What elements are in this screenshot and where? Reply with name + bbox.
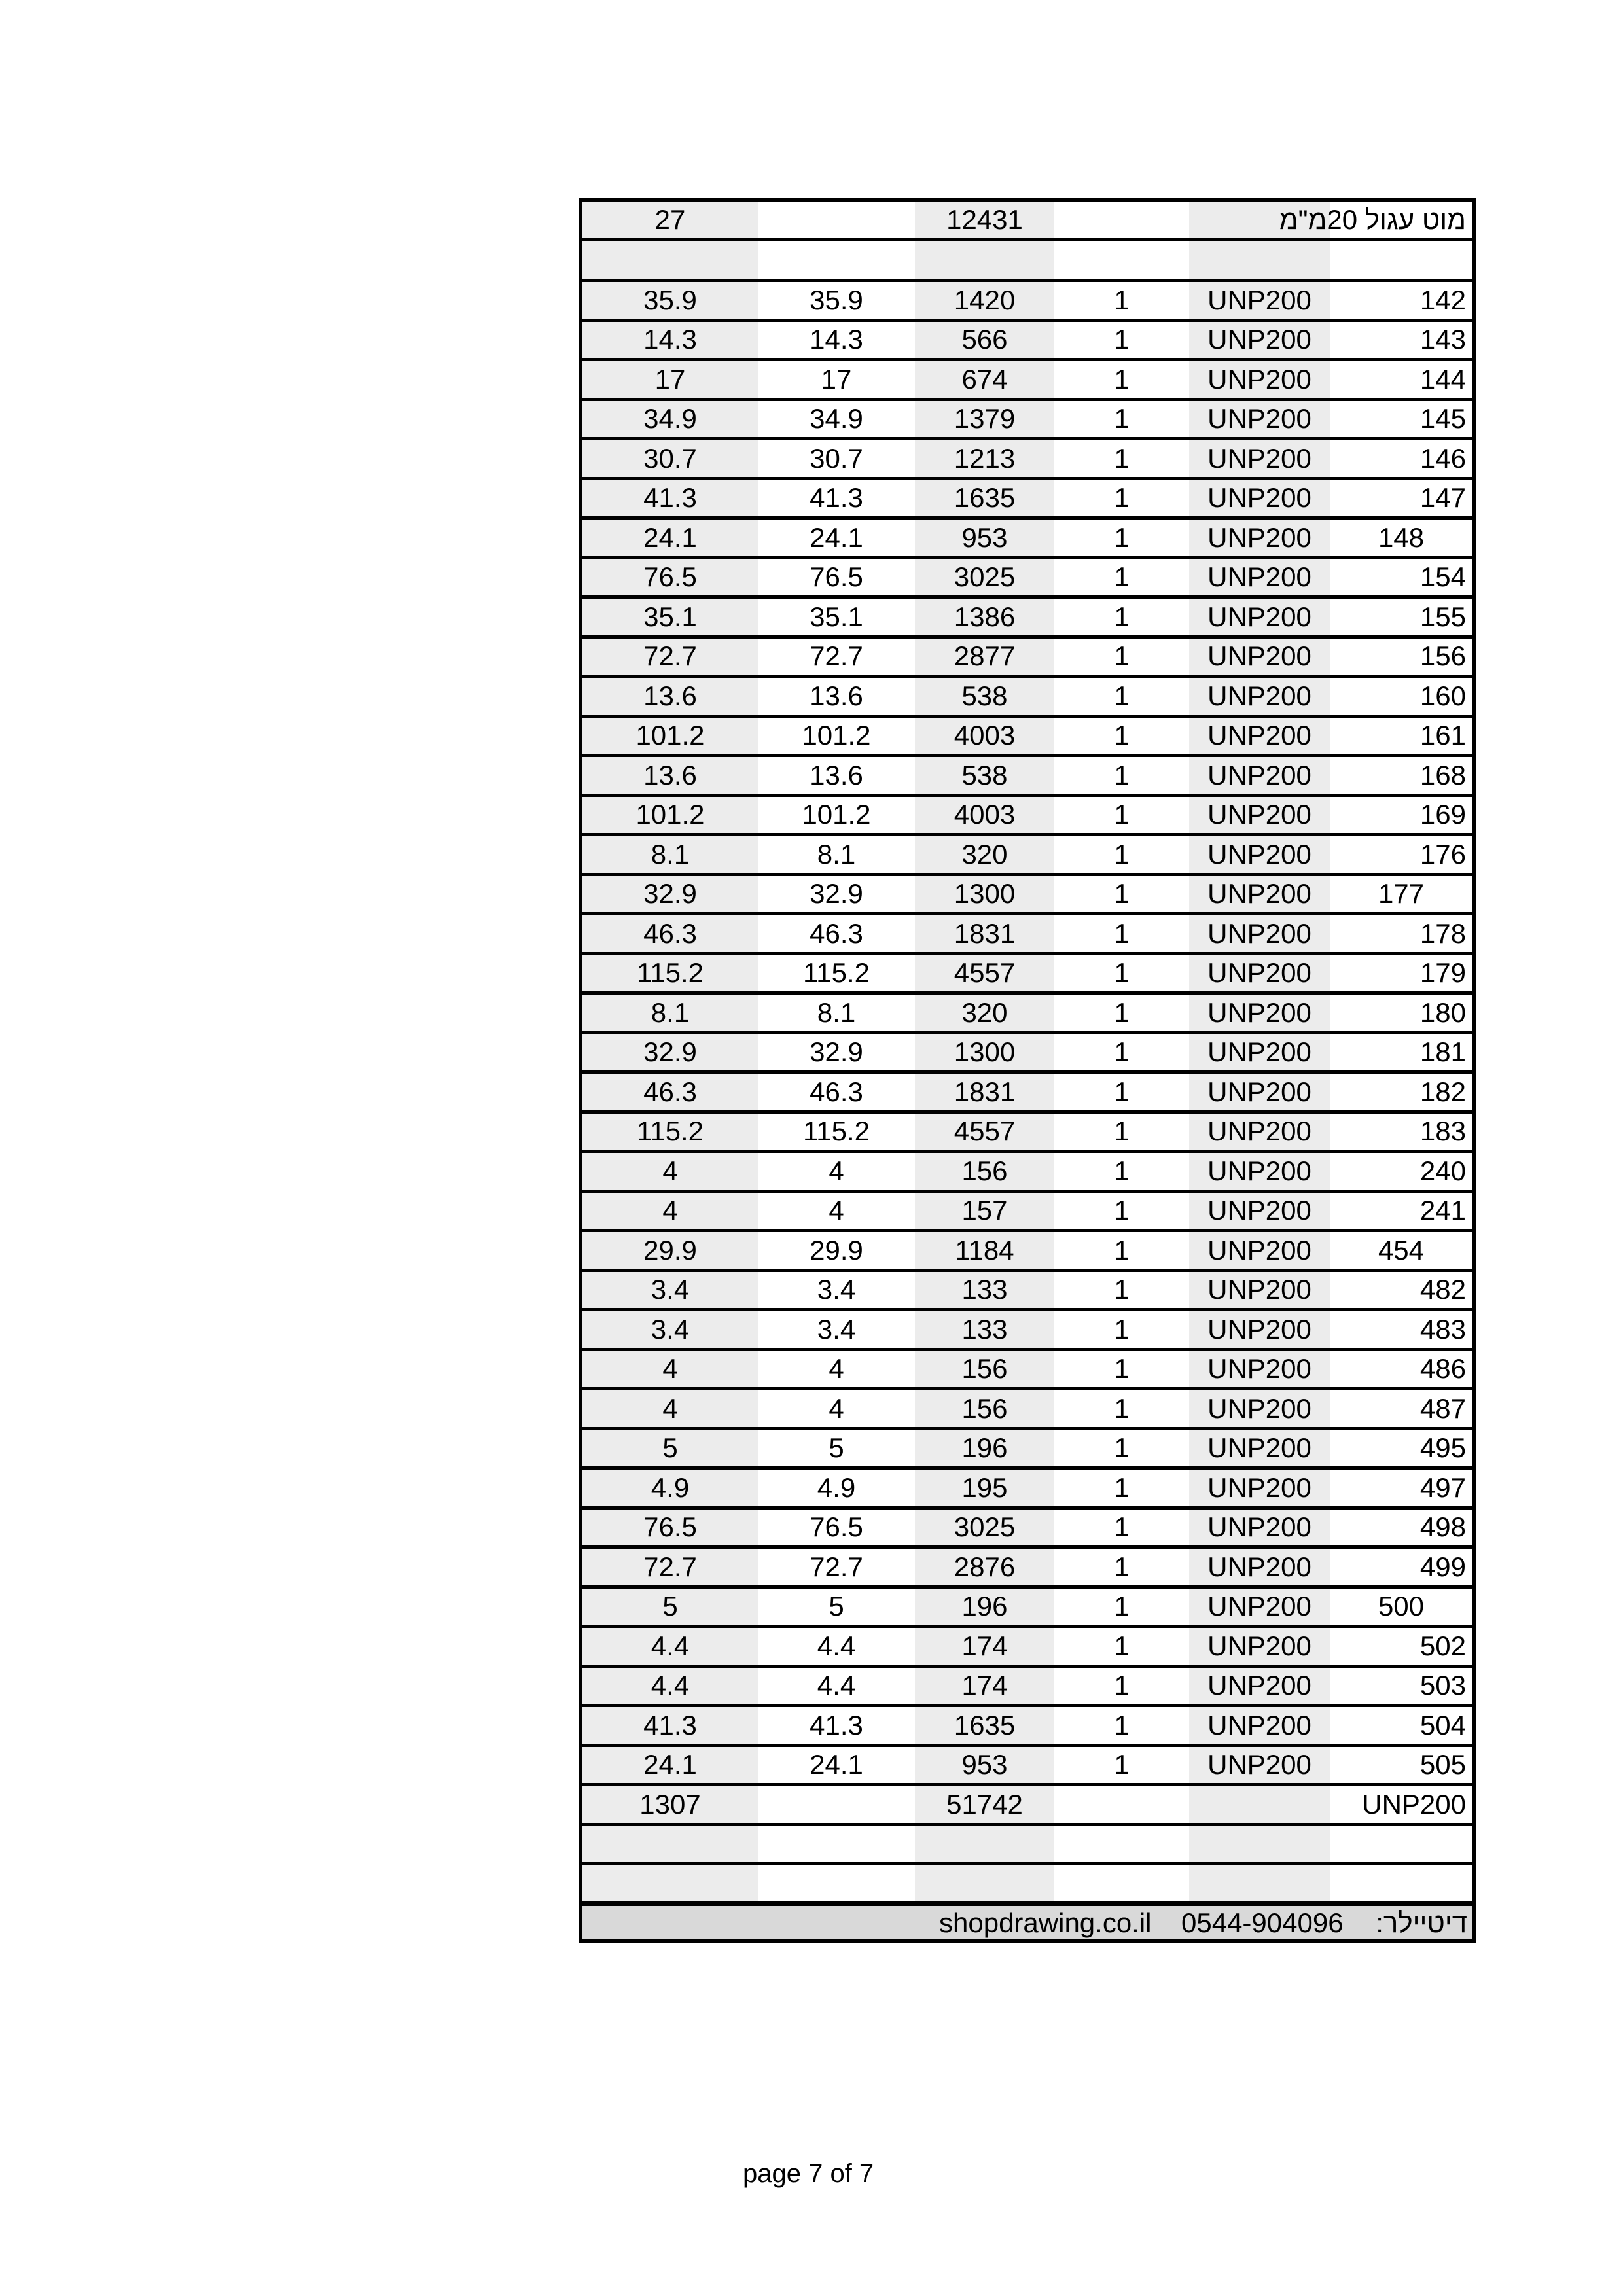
weight-cell: 35.1 — [582, 599, 758, 635]
weight2-cell: 35.1 — [810, 601, 863, 632]
weight2-cell: 115.2 — [803, 1116, 870, 1147]
weight2-cell: 5 — [829, 1432, 844, 1464]
length-cell: 133 — [915, 1272, 1054, 1309]
length-cell: 566 — [915, 322, 1054, 359]
weight2-cell: 41.3 — [810, 1709, 863, 1740]
table-row — [582, 1466, 1472, 1506]
weight2-cell: 14.3 — [810, 324, 863, 355]
weight-cell: 4.4 — [582, 1668, 758, 1704]
weight2-cell: 30.7 — [810, 442, 863, 474]
qty-cell: 1 — [1114, 680, 1130, 711]
table-row — [582, 398, 1472, 438]
length-cell: 538 — [915, 757, 1054, 794]
weight2-cell: 101.2 — [802, 720, 871, 751]
weight-cell: 5 — [582, 1589, 758, 1625]
profile-cell: UNP200 — [1189, 520, 1330, 556]
weight2-cell: 4.4 — [817, 1630, 856, 1661]
qty-cell: 1 — [1114, 1274, 1130, 1305]
qty-cell: 1 — [1114, 482, 1130, 514]
weight-cell: 13.6 — [582, 678, 758, 715]
weight-cell: 41.3 — [582, 1707, 758, 1744]
qty-cell: 1 — [1114, 1155, 1130, 1186]
qty-cell: 1 — [1114, 1392, 1130, 1424]
length-cell: 1300 — [915, 876, 1054, 913]
website-text: shopdrawing.co.il — [939, 1907, 1152, 1938]
weight-cell: 30.7 — [582, 440, 758, 477]
table-row — [582, 991, 1472, 1031]
profile-cell: UNP200 — [1189, 639, 1330, 675]
qty-cell: 1 — [1114, 1432, 1130, 1464]
qty-cell: 1 — [1114, 917, 1130, 949]
qty-cell: 1 — [1114, 363, 1130, 395]
total-profile-cell: UNP200 — [1362, 1789, 1466, 1820]
id-cell: 495 — [1419, 1432, 1466, 1464]
id-cell: 177 — [1378, 878, 1425, 910]
weight2-cell: 4 — [829, 1392, 844, 1424]
table-row — [582, 1190, 1472, 1229]
length-cell: 1379 — [915, 401, 1054, 438]
length-cell: 4003 — [915, 718, 1054, 754]
table-row — [582, 516, 1472, 556]
profile-cell: UNP200 — [1189, 1549, 1330, 1585]
length-cell: 1831 — [915, 915, 1054, 952]
weight-cell: 32.9 — [582, 876, 758, 913]
profile-cell: UNP200 — [1189, 440, 1330, 477]
weight2-cell: 115.2 — [803, 957, 870, 989]
table-row — [582, 715, 1472, 754]
id-cell: 156 — [1419, 641, 1466, 672]
weight2-cell: 35.9 — [810, 284, 863, 315]
profile-cell: UNP200 — [1189, 1232, 1330, 1269]
table-row — [582, 1070, 1472, 1110]
length-cell: 2877 — [915, 639, 1054, 675]
weight2-cell: 29.9 — [810, 1234, 863, 1265]
weight2-cell: 13.6 — [810, 759, 863, 790]
table-row — [582, 635, 1472, 675]
weight-cell: 115.2 — [582, 955, 758, 992]
table-header-row — [582, 202, 1472, 238]
profile-cell: UNP200 — [1189, 836, 1330, 873]
id-cell: 168 — [1419, 759, 1466, 790]
qty-cell: 1 — [1114, 1116, 1130, 1147]
qty-cell: 1 — [1114, 1591, 1130, 1622]
profile-cell: UNP200 — [1189, 1510, 1330, 1546]
id-cell: 500 — [1378, 1591, 1425, 1622]
id-cell: 505 — [1419, 1749, 1466, 1780]
totals-row — [582, 1783, 1472, 1823]
phone-number: 0544-904096 — [1181, 1907, 1344, 1938]
length-cell: 674 — [915, 361, 1054, 398]
weight-cell: 4.4 — [582, 1628, 758, 1665]
profile-cell: UNP200 — [1189, 1272, 1330, 1309]
weight-cell: 4.9 — [582, 1470, 758, 1506]
length-cell: 174 — [915, 1668, 1054, 1704]
weight-cell: 13.6 — [582, 757, 758, 794]
id-cell: 183 — [1419, 1116, 1466, 1147]
weight2-cell: 32.9 — [810, 1036, 863, 1068]
detailer-label: דיטיילר: — [1376, 1907, 1467, 1938]
qty-cell: 1 — [1114, 324, 1130, 355]
qty-cell: 1 — [1114, 799, 1130, 830]
table-footer-row — [582, 1901, 1472, 1939]
table-row — [582, 1704, 1472, 1744]
id-cell: 482 — [1419, 1274, 1466, 1305]
weight-cell: 76.5 — [582, 559, 758, 596]
profile-cell: UNP200 — [1189, 876, 1330, 913]
weight2-cell: 32.9 — [810, 878, 863, 910]
table-row — [582, 952, 1472, 992]
weight2-cell: 3.4 — [817, 1274, 856, 1305]
weight2-cell: 4.9 — [817, 1472, 856, 1503]
weight-cell: 115.2 — [582, 1114, 758, 1150]
profile-cell: UNP200 — [1189, 1034, 1330, 1071]
weight-cell: 14.3 — [582, 322, 758, 359]
qty-cell: 1 — [1114, 720, 1130, 751]
table-row — [582, 1427, 1472, 1467]
id-cell: 178 — [1419, 917, 1466, 949]
length-cell: 953 — [915, 520, 1054, 556]
qty-cell: 1 — [1114, 957, 1130, 989]
table-row — [582, 912, 1472, 952]
length-cell: 4557 — [915, 955, 1054, 992]
weight2-cell: 3.4 — [817, 1313, 856, 1345]
profile-cell: UNP200 — [1189, 1114, 1330, 1150]
weight-cell: 35.9 — [582, 282, 758, 319]
weight2-cell: 8.1 — [817, 997, 856, 1028]
weight2-cell: 5 — [829, 1591, 844, 1622]
weight2-cell: 72.7 — [810, 641, 863, 672]
weight-cell: 46.3 — [582, 1074, 758, 1110]
id-cell: 142 — [1419, 284, 1466, 315]
table-row — [582, 754, 1472, 794]
weight-cell: 29.9 — [582, 1232, 758, 1269]
total-weight-cell: 1307 — [582, 1786, 758, 1823]
id-cell: 504 — [1419, 1709, 1466, 1740]
header-weight-total: 27 — [582, 202, 758, 238]
table-title: מוט עגול 20מ"מ — [1279, 203, 1466, 235]
table-row — [582, 1031, 1472, 1071]
id-cell: 503 — [1419, 1670, 1466, 1701]
weight-cell: 24.1 — [582, 1747, 758, 1784]
weight-cell: 72.7 — [582, 1549, 758, 1585]
header-empty-cell — [758, 202, 915, 238]
total-empty-cell — [1054, 1786, 1189, 1823]
id-cell: 182 — [1419, 1076, 1466, 1107]
spacer-row — [582, 238, 1472, 279]
id-cell: 240 — [1419, 1155, 1466, 1186]
id-cell: 179 — [1419, 957, 1466, 989]
weight-cell: 32.9 — [582, 1034, 758, 1071]
id-cell: 154 — [1419, 561, 1466, 593]
qty-cell: 1 — [1114, 403, 1130, 434]
length-cell: 196 — [915, 1430, 1054, 1467]
weight-cell: 3.4 — [582, 1311, 758, 1348]
id-cell: 180 — [1419, 997, 1466, 1028]
profile-cell: UNP200 — [1189, 322, 1330, 359]
profile-cell: UNP200 — [1189, 1153, 1330, 1190]
weight-cell: 8.1 — [582, 836, 758, 873]
profile-cell: UNP200 — [1189, 480, 1330, 517]
id-cell: 155 — [1419, 601, 1466, 632]
profile-cell: UNP200 — [1189, 915, 1330, 952]
qty-cell: 1 — [1114, 1472, 1130, 1503]
weight-cell: 4 — [582, 1153, 758, 1190]
qty-cell: 1 — [1114, 1630, 1130, 1661]
table-row — [582, 1308, 1472, 1348]
weight2-cell: 76.5 — [810, 561, 863, 593]
profile-cell: UNP200 — [1189, 1747, 1330, 1784]
weight2-cell: 76.5 — [810, 1511, 863, 1543]
qty-cell: 1 — [1114, 601, 1130, 632]
id-cell: 143 — [1419, 324, 1466, 355]
weight2-cell: 72.7 — [810, 1551, 863, 1582]
length-cell: 1213 — [915, 440, 1054, 477]
header-empty-cell — [1054, 202, 1189, 238]
table-row — [582, 1269, 1472, 1309]
profile-cell: UNP200 — [1189, 1470, 1330, 1506]
table-row — [582, 794, 1472, 834]
weight2-cell: 34.9 — [810, 403, 863, 434]
id-cell: 176 — [1419, 838, 1466, 870]
weight2-cell: 24.1 — [810, 521, 863, 553]
table-row — [582, 1229, 1472, 1269]
header-length-total: 12431 — [915, 202, 1054, 238]
weight2-cell: 4 — [829, 1353, 844, 1385]
qty-cell: 1 — [1114, 641, 1130, 672]
length-cell: 133 — [915, 1311, 1054, 1348]
table-row — [582, 279, 1472, 319]
length-cell: 156 — [915, 1153, 1054, 1190]
qty-cell: 1 — [1114, 1749, 1130, 1780]
qty-cell: 1 — [1114, 1551, 1130, 1582]
length-cell: 156 — [915, 1390, 1054, 1427]
profile-cell: UNP200 — [1189, 1193, 1330, 1229]
profile-cell: UNP200 — [1189, 1589, 1330, 1625]
table-row — [582, 319, 1472, 359]
profile-cell: UNP200 — [1189, 955, 1330, 992]
qty-cell: 1 — [1114, 1709, 1130, 1740]
weight-cell: 17 — [582, 361, 758, 398]
length-cell: 2876 — [915, 1549, 1054, 1585]
qty-cell: 1 — [1114, 561, 1130, 593]
id-cell: 160 — [1419, 680, 1466, 711]
length-cell: 1184 — [915, 1232, 1054, 1269]
profile-cell: UNP200 — [1189, 718, 1330, 754]
weight-cell: 4 — [582, 1351, 758, 1388]
total-length-cell: 51742 — [915, 1786, 1054, 1823]
qty-cell: 1 — [1114, 1313, 1130, 1345]
id-cell: 497 — [1419, 1472, 1466, 1503]
length-cell: 1635 — [915, 480, 1054, 517]
id-cell: 161 — [1419, 720, 1466, 751]
weight2-cell: 24.1 — [810, 1749, 863, 1780]
weight-cell: 41.3 — [582, 480, 758, 517]
id-cell: 181 — [1419, 1036, 1466, 1068]
profile-cell: UNP200 — [1189, 1390, 1330, 1427]
id-cell: 483 — [1419, 1313, 1466, 1345]
id-cell: 486 — [1419, 1353, 1466, 1385]
id-cell: 146 — [1419, 442, 1466, 474]
table-row — [582, 437, 1472, 477]
length-cell: 3025 — [915, 559, 1054, 596]
table-row — [582, 595, 1472, 635]
cutlist-table — [579, 198, 1476, 1943]
qty-cell: 1 — [1114, 1036, 1130, 1068]
id-cell: 241 — [1419, 1195, 1466, 1226]
length-cell: 1635 — [915, 1707, 1054, 1744]
weight-cell: 4 — [582, 1390, 758, 1427]
length-cell: 953 — [915, 1747, 1054, 1784]
length-cell: 195 — [915, 1470, 1054, 1506]
table-body — [582, 279, 1472, 1783]
length-cell: 1420 — [915, 282, 1054, 319]
total-empty-cell — [1189, 1786, 1330, 1823]
id-cell: 499 — [1419, 1551, 1466, 1582]
weight-cell: 5 — [582, 1430, 758, 1467]
table-row — [582, 1348, 1472, 1388]
weight-cell: 101.2 — [582, 797, 758, 834]
qty-cell: 1 — [1114, 759, 1130, 790]
table-row — [582, 1545, 1472, 1585]
length-cell: 156 — [915, 1351, 1054, 1388]
length-cell: 4003 — [915, 797, 1054, 834]
qty-cell: 1 — [1114, 838, 1130, 870]
profile-cell: UNP200 — [1189, 1074, 1330, 1110]
length-cell: 1831 — [915, 1074, 1054, 1110]
id-cell: 502 — [1419, 1630, 1466, 1661]
spacer-row — [582, 1862, 1472, 1901]
weight-cell: 34.9 — [582, 401, 758, 438]
table-row — [582, 358, 1472, 398]
table-row — [582, 1625, 1472, 1665]
weight2-cell: 4 — [829, 1155, 844, 1186]
weight2-cell: 46.3 — [810, 1076, 863, 1107]
table-row — [582, 1585, 1472, 1625]
id-cell: 454 — [1378, 1234, 1425, 1265]
weight-cell: 3.4 — [582, 1272, 758, 1309]
total-empty-cell — [758, 1786, 915, 1823]
profile-cell: UNP200 — [1189, 995, 1330, 1031]
qty-cell: 1 — [1114, 1234, 1130, 1265]
length-cell: 3025 — [915, 1510, 1054, 1546]
weight-cell: 24.1 — [582, 520, 758, 556]
weight2-cell: 4.4 — [817, 1670, 856, 1701]
length-cell: 320 — [915, 995, 1054, 1031]
table-row — [582, 1665, 1472, 1704]
weight-cell: 101.2 — [582, 718, 758, 754]
id-cell: 487 — [1419, 1392, 1466, 1424]
id-cell: 148 — [1378, 521, 1425, 553]
length-cell: 1386 — [915, 599, 1054, 635]
qty-cell: 1 — [1114, 1511, 1130, 1543]
weight-cell: 4 — [582, 1193, 758, 1229]
length-cell: 538 — [915, 678, 1054, 715]
weight2-cell: 13.6 — [810, 680, 863, 711]
weight-cell: 76.5 — [582, 1510, 758, 1546]
profile-cell: UNP200 — [1189, 559, 1330, 596]
length-cell: 320 — [915, 836, 1054, 873]
profile-cell: UNP200 — [1189, 1430, 1330, 1467]
length-cell: 174 — [915, 1628, 1054, 1665]
length-cell: 196 — [915, 1589, 1054, 1625]
profile-cell: UNP200 — [1189, 599, 1330, 635]
table-row — [582, 675, 1472, 715]
weight2-cell: 41.3 — [810, 482, 863, 514]
weight2-cell: 4 — [829, 1195, 844, 1226]
length-cell: 157 — [915, 1193, 1054, 1229]
table-row — [582, 1506, 1472, 1546]
weight2-cell: 17 — [821, 363, 852, 395]
table-row — [582, 1387, 1472, 1427]
profile-cell: UNP200 — [1189, 1311, 1330, 1348]
qty-cell: 1 — [1114, 1076, 1130, 1107]
table-row — [582, 873, 1472, 913]
profile-cell: UNP200 — [1189, 797, 1330, 834]
profile-cell: UNP200 — [1189, 282, 1330, 319]
table-row — [582, 1150, 1472, 1190]
table-row — [582, 556, 1472, 596]
table-row — [582, 1744, 1472, 1784]
id-cell: 169 — [1419, 799, 1466, 830]
profile-cell: UNP200 — [1189, 1707, 1330, 1744]
qty-cell: 1 — [1114, 878, 1130, 910]
spacer-row — [582, 1823, 1472, 1862]
id-cell: 144 — [1419, 363, 1466, 395]
weight2-cell: 8.1 — [817, 838, 856, 870]
profile-cell: UNP200 — [1189, 757, 1330, 794]
qty-cell: 1 — [1114, 1195, 1130, 1226]
profile-cell: UNP200 — [1189, 678, 1330, 715]
weight2-cell: 101.2 — [802, 799, 871, 830]
page-number: page 7 of 7 — [743, 2159, 874, 2188]
weight-cell: 46.3 — [582, 915, 758, 952]
qty-cell: 1 — [1114, 1670, 1130, 1701]
qty-cell: 1 — [1114, 284, 1130, 315]
qty-cell: 1 — [1114, 1353, 1130, 1385]
header-title-cell — [1279, 202, 1472, 238]
profile-cell: UNP200 — [1189, 401, 1330, 438]
profile-cell: UNP200 — [1189, 361, 1330, 398]
id-cell: 145 — [1419, 403, 1466, 434]
length-cell: 1300 — [915, 1034, 1054, 1071]
table-row — [582, 477, 1472, 517]
weight-cell: 72.7 — [582, 639, 758, 675]
qty-cell: 1 — [1114, 442, 1130, 474]
weight2-cell: 46.3 — [810, 917, 863, 949]
qty-cell: 1 — [1114, 997, 1130, 1028]
weight-cell: 8.1 — [582, 995, 758, 1031]
qty-cell: 1 — [1114, 521, 1130, 553]
profile-cell: UNP200 — [1189, 1668, 1330, 1704]
profile-cell: UNP200 — [1189, 1351, 1330, 1388]
id-cell: 498 — [1419, 1511, 1466, 1543]
profile-cell: UNP200 — [1189, 1628, 1330, 1665]
table-row — [582, 833, 1472, 873]
table-row — [582, 1110, 1472, 1150]
length-cell: 4557 — [915, 1114, 1054, 1150]
id-cell: 147 — [1419, 482, 1466, 514]
